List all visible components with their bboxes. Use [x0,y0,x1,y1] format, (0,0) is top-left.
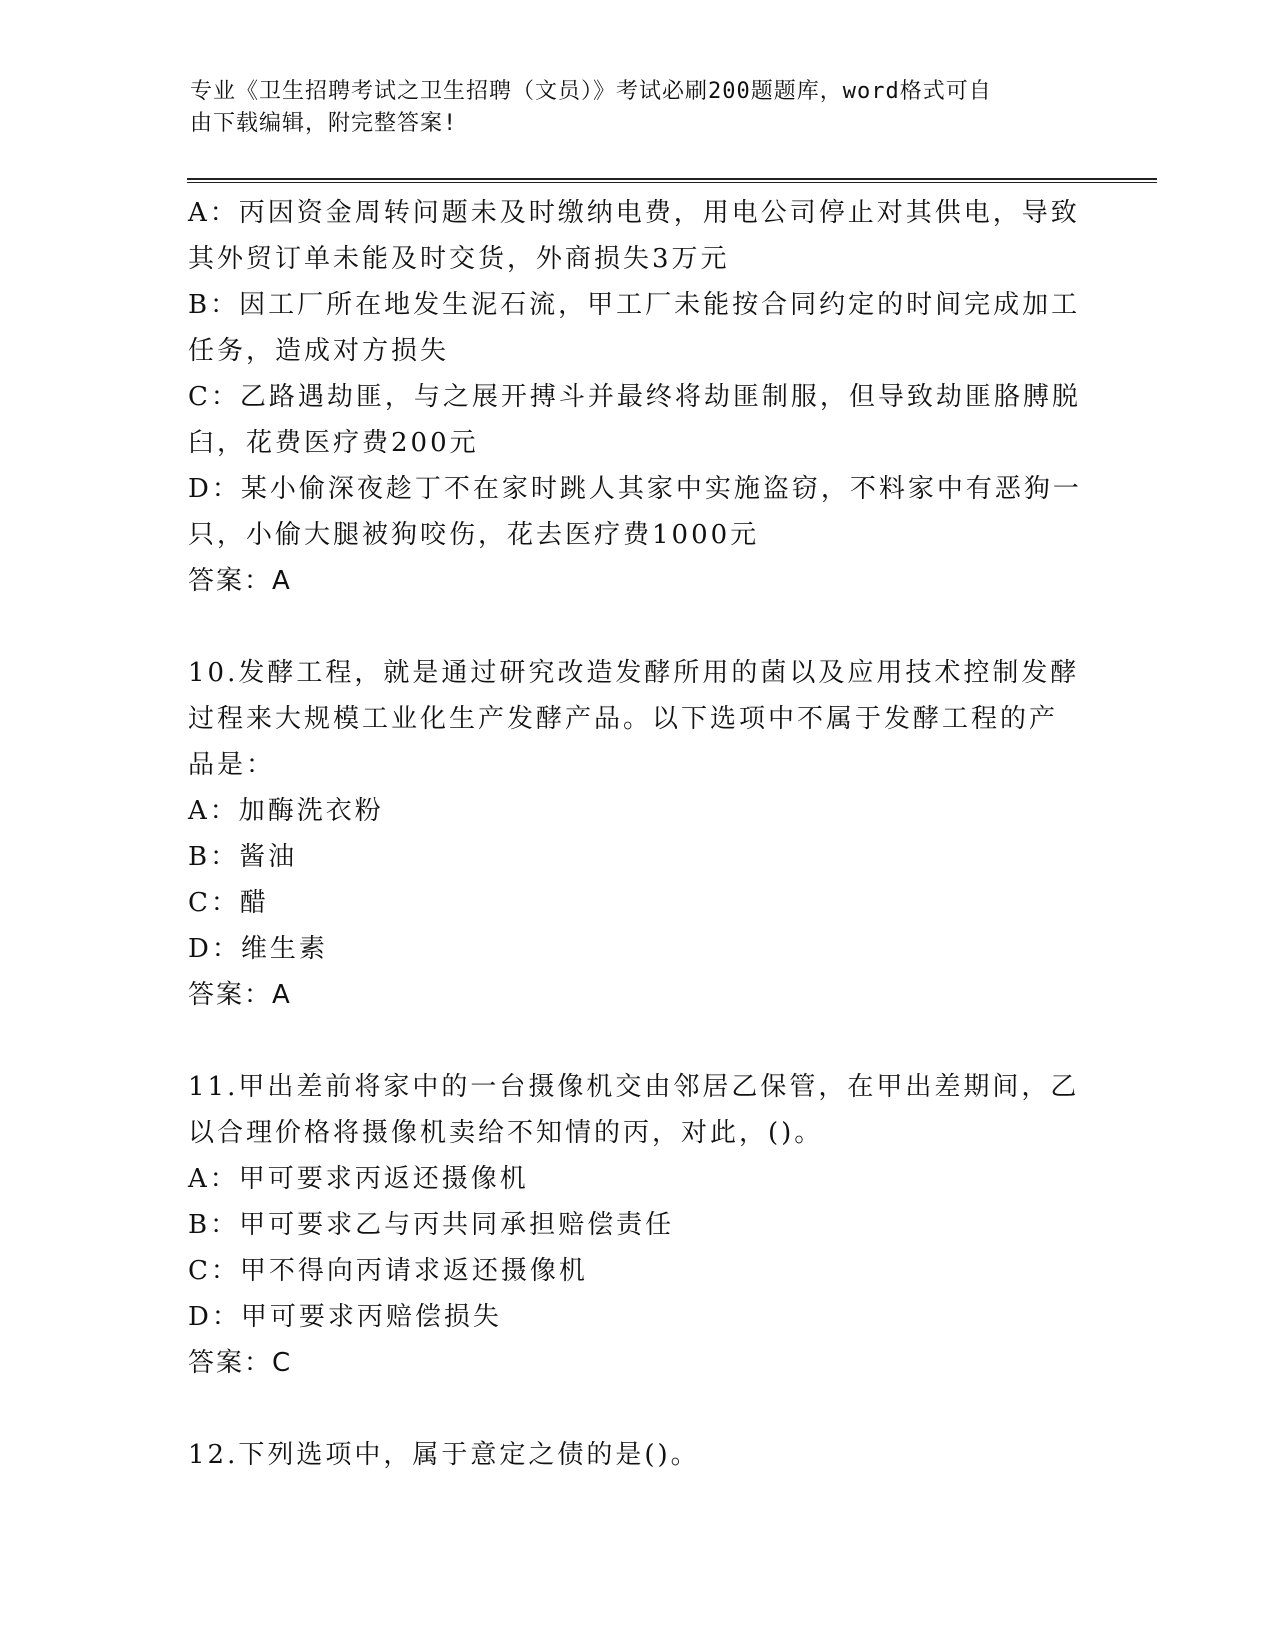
question-12-stem-line: 12.下列选项中，属于意定之债的是()。 [188,1440,700,1470]
question-9-option-b [188,282,1088,328]
option-text-continuation: 任务，造成对方损失 [188,336,450,366]
option-text: 加酶洗衣粉 [238,796,384,826]
question-11-stem-line: 11.甲出差前将家中的一台摄像机交由邻居乙保管，在甲出差期间，乙 [188,1072,1080,1102]
option-key: A： [188,198,239,228]
header-line-2: 由下载编辑，附完整答案! [190,111,458,136]
question-10 [188,650,1088,1018]
option-key: B： [188,290,240,320]
question-10-option-a [188,788,1088,834]
question-11-answer: 答案：C [188,1348,293,1378]
option-text-line: 因工厂所在地发生泥石流，甲工厂未能按合同约定的时间完成加工 [239,290,1081,320]
option-key: C： [188,1256,240,1286]
option-text-continuation: 其外贸订单未能及时交货，外商损失3万元 [188,244,730,274]
option-key: D： [188,934,241,964]
question-10-stem-line: 10.发酵工程，就是通过研究改造发酵所用的菌以及应用技术控制发酵 [188,658,1080,688]
question-10-stem-line: 品是： [188,750,276,780]
option-text-line: 某小偷深夜趁丁不在家时跳人其家中实施盗窃，不料家中有恶狗一 [240,474,1082,504]
option-key: A： [188,796,239,826]
option-key: C： [188,382,240,412]
question-11 [188,1064,1088,1386]
question-content [188,190,1088,1478]
option-text: 醋 [239,888,269,918]
question-12 [188,1432,1088,1478]
question-10-option-b [188,834,1088,880]
question-9-option-a [188,190,1088,236]
question-9-option-d [188,466,1088,512]
spacer [188,604,1088,650]
option-key: B： [188,1210,240,1240]
option-key: D： [188,474,241,504]
spacer [188,1018,1088,1064]
option-text: 甲可要求丙返还摄像机 [238,1164,529,1194]
option-key: C： [188,888,240,918]
question-11-option-c [188,1248,1088,1294]
question-11-stem-line: 以合理价格将摄像机卖给不知情的丙，对此，()。 [188,1118,824,1148]
option-text: 酱油 [239,842,298,872]
header-divider [187,178,1157,183]
option-text-continuation: 只，小偷大腿被狗咬伤，花去医疗费1000元 [188,520,760,550]
option-key: D： [188,1302,241,1332]
page-header [190,76,1080,140]
option-text-line: 丙因资金周转问题未及时缴纳电费，用电公司停止对其供电，导致 [238,198,1080,228]
option-text-continuation: 臼，花费医疗费200元 [188,428,479,458]
spacer [188,1386,1088,1432]
option-text: 维生素 [240,934,328,964]
header-line-1: 专业《卫生招聘考试之卫生招聘（文员）》考试必刷200题题库，word格式可自 [190,79,992,104]
question-10-stem-line: 过程来大规模工业化生产发酵产品。以下选项中不属于发酵工程的产 [188,704,1059,734]
option-text: 甲可要求丙赔偿损失 [240,1302,502,1332]
question-9-option-c [188,374,1088,420]
option-text: 甲不得向丙请求返还摄像机 [239,1256,588,1286]
option-key: A： [188,1164,239,1194]
option-text: 甲可要求乙与丙共同承担赔偿责任 [239,1210,675,1240]
question-11-option-a [188,1156,1088,1202]
question-10-option-d [188,926,1088,972]
question-10-option-c [188,880,1088,926]
question-9-answer: 答案：A [188,566,292,596]
question-10-answer: 答案：A [188,980,292,1010]
question-11-option-b [188,1202,1088,1248]
option-text-line: 乙路遇劫匪，与之展开搏斗并最终将劫匪制服，但导致劫匪胳膊脱 [239,382,1081,412]
question-11-option-d [188,1294,1088,1340]
question-9 [188,190,1088,604]
option-key: B： [188,842,240,872]
